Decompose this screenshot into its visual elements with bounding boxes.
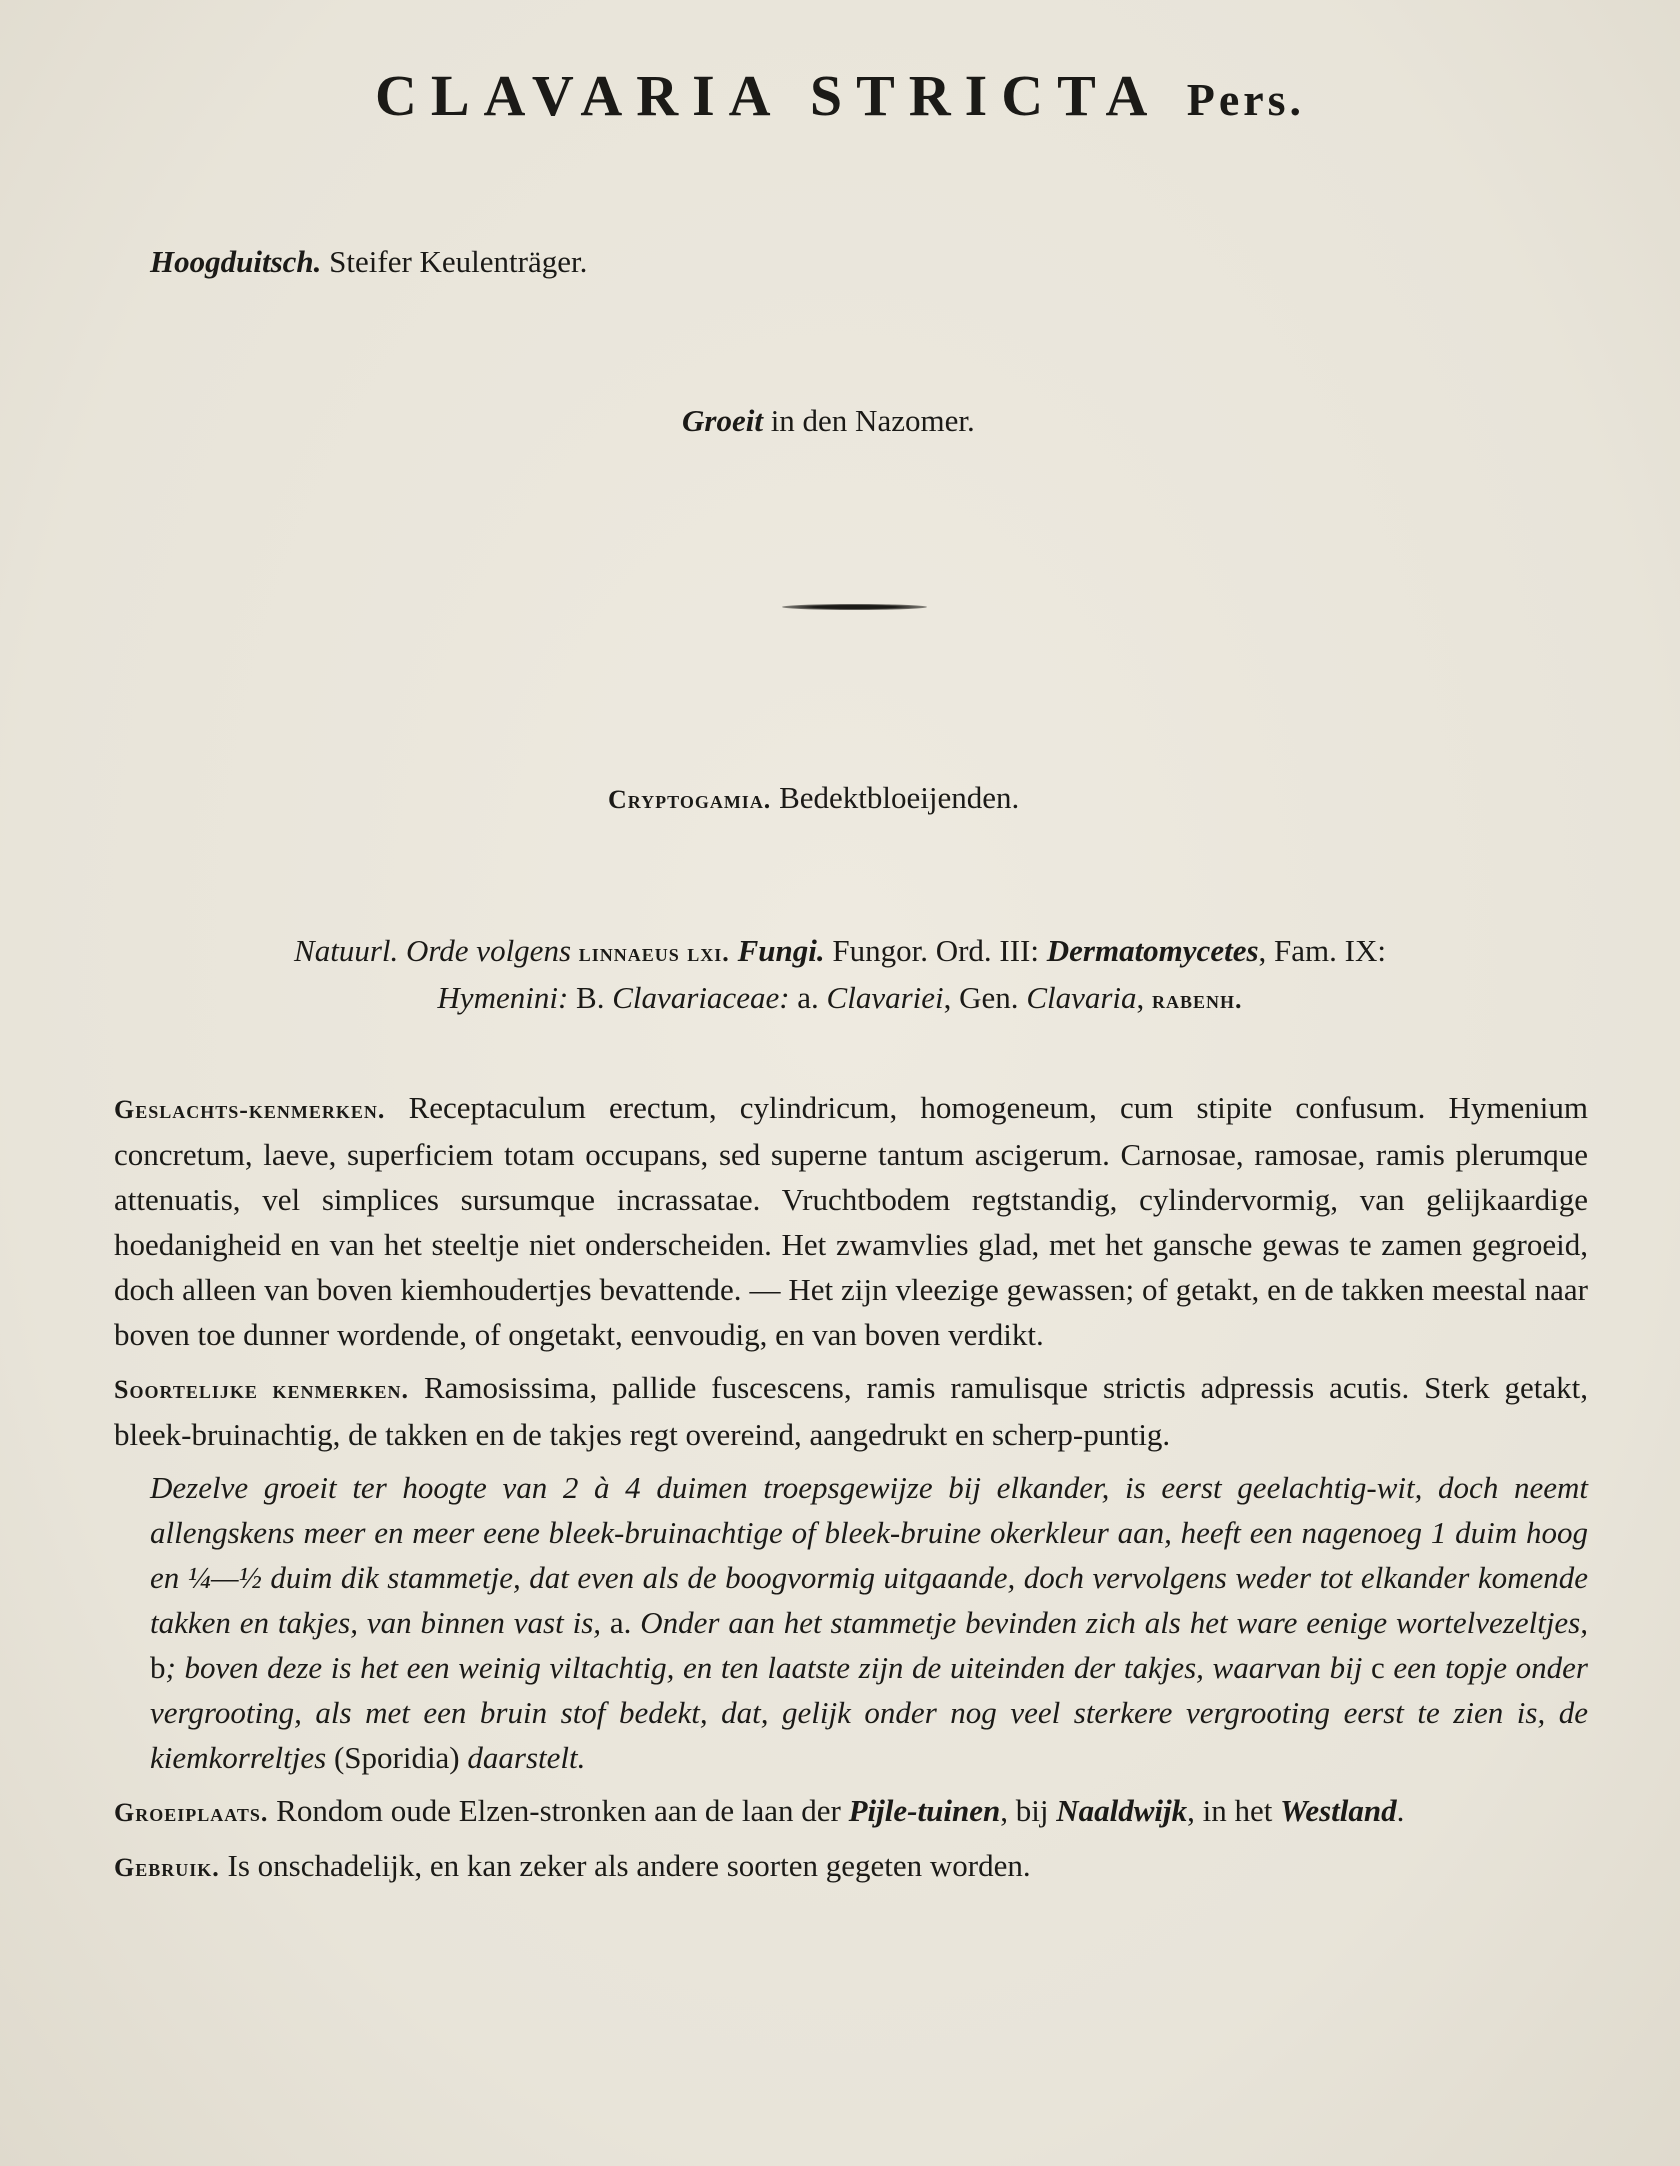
common-name-line <box>150 244 587 280</box>
habitat-paragraph: Groeiplaats. Rondom oude Elzen-stronken aan de laan der Pijle-tuinen, bij Naaldwijk, in het Westland. <box>114 1793 1405 1828</box>
species-characters-paragraph <box>114 1365 1588 1457</box>
ornamental-divider <box>782 604 927 610</box>
class-label: Cryptogamia. <box>608 785 772 814</box>
natural-order-block <box>100 928 1580 1022</box>
class-text: Bedektbloeijenden. <box>779 780 1020 815</box>
language-label: Hoogduitsch. <box>150 244 322 279</box>
species-characters-label: Soortelijke kenmerken. <box>114 1375 410 1404</box>
use-paragraph <box>114 1843 1588 1890</box>
genus-characters-label: Geslachts-kenmerken. <box>114 1095 386 1124</box>
growth-label: Groeit <box>682 403 763 438</box>
use-text: Is onschadelijk, en kan zeker als andere soorten gegeten worden. <box>227 1848 1031 1883</box>
natural-order-line-1: Natuurl. Orde volgens linnaeus lxi. Fungi. Fungor. Ord. III: Dermatomycetes, Fam. IX: <box>294 933 1386 968</box>
growth-text: in den Nazomer. <box>770 403 975 438</box>
common-name: Steifer Keulenträger. <box>329 244 588 279</box>
habitat-label: Groeiplaats. <box>114 1798 269 1827</box>
growth-season-line <box>682 403 975 439</box>
natural-order-line-2: Hymenini: B. Clavariaceae: a. Clavariei, Gen. Clavaria, rabenh. <box>437 980 1243 1015</box>
page-title: CLAVARIA STRICTA Pers. <box>374 63 1306 128</box>
description-body <box>114 1085 1588 1898</box>
genus-characters-paragraph <box>114 1085 1588 1357</box>
description-italic-paragraph: Dezelve groeit ter hoogte van 2 à 4 duimen troepsgewijze bij elkander, is eerst geelachtig-wit, doch neemt allengskens meer en meer eene bleek-bruinachtige of bleek-bruine okerkleur aan, heeft een nagenoeg 1 duim hoog en ¼—½ duim dik stammetje, dat even als de boogvormig uitgaande, doch vervolgens weder tot elkander komende takken en takjes, van binnen vast is, a. Onder aan het stammetje bevinden zich als het ware eenige wortelvezeltjes, b; boven deze is het een weinig viltachtig, en ten laatste zijn de uiteinden der takjes, waarvan bij c een topje onder vergrooting, als met een bruin stof bedekt, dat, gelijk onder nog veel sterkere vergrooting eerst te zien is, de kiemkorreltjes (Sporidia) daarstelt. <box>150 1470 1588 1775</box>
genus-characters-text: Receptaculum erectum, cylindricum, homogeneum, cum stipite confusum. Hymenium concretum, laeve, superficiem totam occupans, sed superne tantum ascigerum. Carnosae, ramosae, ramis plerumque attenuatis, vel simplices sursumque incrassatae. Vruchtbodem regtstandig, cylindervormig, van gelijkaardige hoedanigheid en van het steeltje niet onderscheiden. Het zwamvlies glad, met het gansche gewas te zamen gegroeid, doch alleen van boven kiemhoudertjes bevattende. — Het zijn vleezige gewassen; of getakt, en de takken meestal naar boven toe dunner wordende, of ongetakt, eenvoudig, en van boven verdikt. <box>114 1090 1588 1352</box>
species-characters-text: Ramosissima, pallide fuscescens, ramis ramulisque strictis adpressis acutis. Sterk getakt, bleek-bruinachtig, de takken en de takjes regt overeind, aangedrukt en scherp-puntig. <box>114 1370 1588 1452</box>
use-label: Gebruik. <box>114 1853 220 1882</box>
class-line <box>608 780 1019 816</box>
